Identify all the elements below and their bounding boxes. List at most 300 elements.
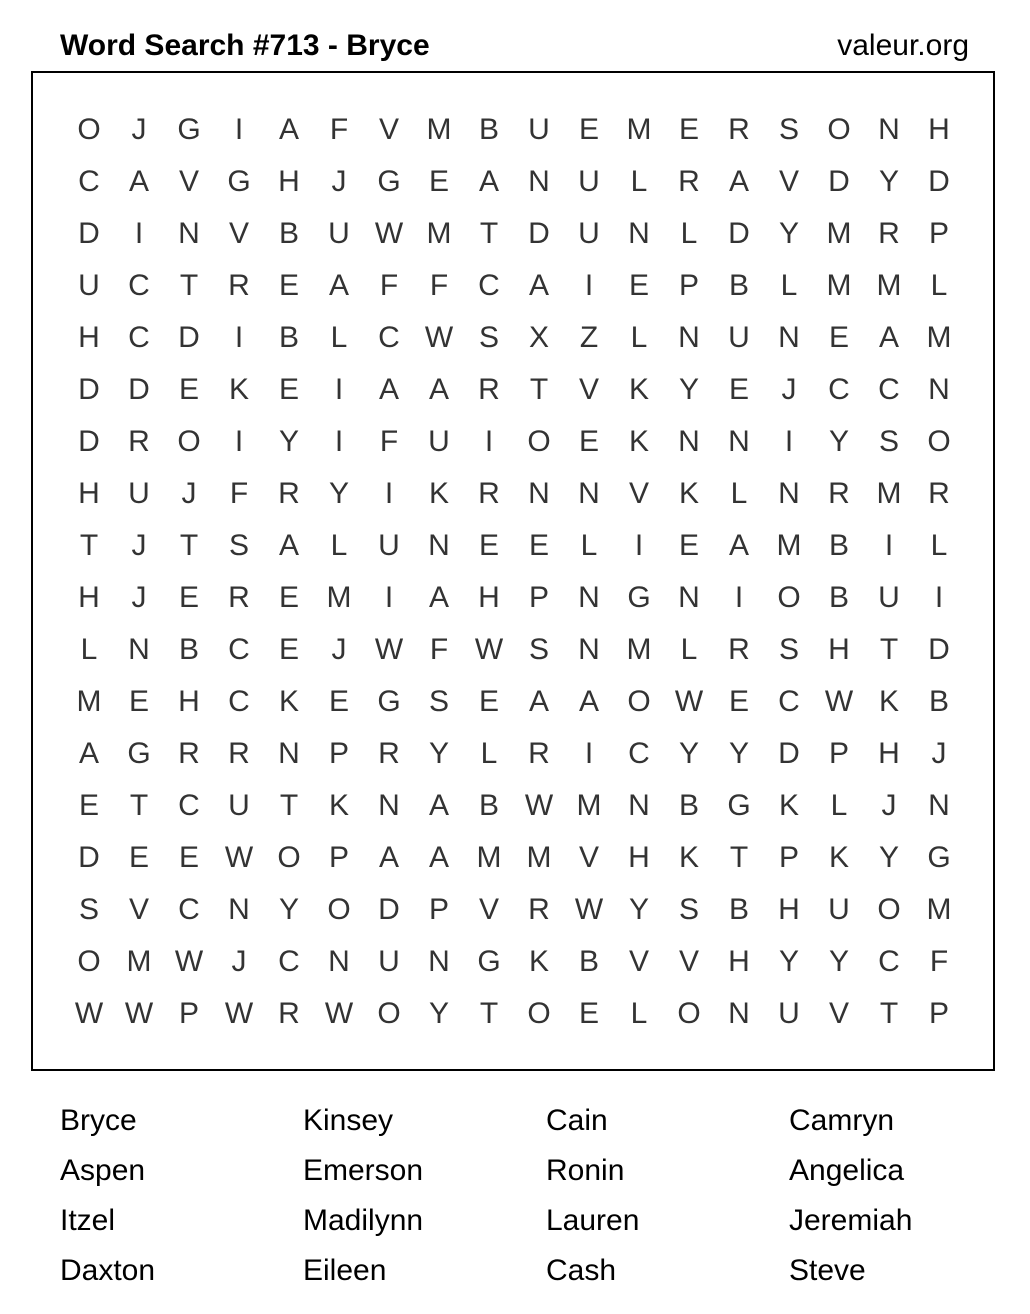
grid-letter: P: [928, 997, 949, 1030]
grid-letter: O: [677, 997, 701, 1030]
grid-letter: E: [278, 633, 299, 666]
grid-letter: K: [878, 685, 899, 718]
grid-letter: U: [428, 425, 450, 458]
grid-letter: G: [477, 945, 501, 978]
grid-letter: H: [728, 945, 750, 978]
grid-letter: E: [728, 373, 749, 406]
grid-letter: W: [824, 685, 854, 718]
grid-letter: O: [777, 581, 801, 614]
grid-letter: K: [678, 477, 699, 510]
grid-letter: N: [278, 737, 300, 770]
word-list-item: Emerson: [303, 1154, 424, 1187]
word-list-item: Lauren: [546, 1204, 640, 1237]
grid-letter: B: [278, 321, 299, 354]
grid-letter: A: [378, 841, 399, 874]
grid-row: [64, 260, 964, 312]
grid-letter: U: [378, 529, 400, 562]
grid-letter: Y: [878, 165, 899, 198]
grid-letter: B: [678, 789, 699, 822]
grid-letter: W: [674, 685, 704, 718]
grid-letter: F: [379, 425, 399, 458]
grid-letter: P: [428, 893, 449, 926]
grid-letter: A: [428, 789, 449, 822]
grid-letter: N: [528, 477, 550, 510]
grid-letter: S: [778, 633, 799, 666]
grid-letter: E: [678, 529, 699, 562]
grid-letter: V: [378, 113, 399, 146]
grid-letter: M: [876, 269, 902, 302]
grid-letter: V: [178, 165, 199, 198]
grid-letter: H: [278, 165, 300, 198]
grid-letter: V: [578, 373, 599, 406]
grid-letter: M: [476, 841, 502, 874]
grid-letter: D: [828, 165, 850, 198]
grid-letter: N: [678, 425, 700, 458]
grid-letter: B: [928, 685, 949, 718]
grid-letter: C: [178, 893, 200, 926]
grid-letter: I: [934, 581, 944, 614]
grid-letter: L: [80, 633, 98, 666]
grid-letter: I: [784, 425, 794, 458]
word-list-item: Jeremiah: [789, 1204, 913, 1237]
grid-letter: I: [234, 425, 244, 458]
grid-letter: D: [78, 841, 100, 874]
grid-letter: G: [727, 789, 751, 822]
grid-letter: Y: [428, 997, 449, 1030]
grid-letter: O: [77, 945, 101, 978]
grid-letter: T: [529, 373, 549, 406]
grid-letter: M: [626, 113, 652, 146]
word-list-item: Madilynn: [303, 1204, 424, 1237]
grid-letter: C: [228, 633, 250, 666]
grid-letter: Y: [678, 737, 699, 770]
grid-letter: D: [928, 165, 950, 198]
grid-letter: M: [76, 685, 102, 718]
grid-letter: L: [330, 321, 348, 354]
grid-letter: C: [78, 165, 100, 198]
grid-letter: R: [278, 477, 300, 510]
grid-letter: O: [527, 425, 551, 458]
grid-letter: S: [678, 893, 699, 926]
grid-letter: L: [630, 321, 648, 354]
word-list-item: Cash: [546, 1254, 617, 1287]
grid-letter: V: [628, 477, 649, 510]
word-list-item: Bryce: [60, 1104, 137, 1137]
grid-row: [64, 364, 964, 416]
grid-letter: R: [228, 269, 250, 302]
grid-letter: T: [879, 997, 899, 1030]
grid-row: [64, 676, 964, 728]
grid-letter: A: [278, 113, 299, 146]
grid-row: [64, 208, 964, 260]
grid-letter: A: [878, 321, 899, 354]
grid-letter: U: [728, 321, 750, 354]
grid-letter: A: [278, 529, 299, 562]
site-name: valeur.org: [837, 29, 969, 62]
grid-letter: E: [478, 529, 499, 562]
grid-letter: E: [428, 165, 449, 198]
grid-letter: T: [879, 633, 899, 666]
grid-letter: A: [728, 529, 749, 562]
grid-letter: Y: [828, 425, 849, 458]
grid-letter: F: [429, 633, 449, 666]
grid-letter: P: [928, 217, 949, 250]
grid-letter: O: [627, 685, 651, 718]
grid-letter: E: [128, 841, 149, 874]
grid-letter: F: [329, 113, 349, 146]
grid-letter: R: [278, 997, 300, 1030]
grid-letter: K: [528, 945, 549, 978]
grid-row: [64, 624, 964, 676]
puzzle-title: Word Search #713 - Bryce: [60, 29, 430, 62]
grid-letter: G: [127, 737, 151, 770]
grid-letter: J: [131, 529, 147, 562]
grid-letter: J: [181, 477, 197, 510]
word-list-item: Aspen: [60, 1154, 146, 1187]
grid-letter: G: [227, 165, 251, 198]
grid-letter: W: [374, 217, 404, 250]
grid-letter: H: [778, 893, 800, 926]
grid-letter: M: [326, 581, 352, 614]
grid-letter: N: [578, 581, 600, 614]
grid-letter: Y: [328, 477, 349, 510]
grid-letter: C: [128, 269, 150, 302]
grid-letter: N: [178, 217, 200, 250]
grid-letter: B: [828, 581, 849, 614]
grid-letter: M: [526, 841, 552, 874]
grid-letter: K: [428, 477, 449, 510]
grid-letter: E: [328, 685, 349, 718]
grid-letter: C: [878, 373, 900, 406]
grid-letter: E: [728, 685, 749, 718]
grid-letter: S: [878, 425, 899, 458]
grid-letter: X: [528, 321, 549, 354]
grid-letter: V: [778, 165, 799, 198]
grid-letter: V: [628, 945, 649, 978]
grid-letter: D: [78, 373, 100, 406]
grid-letter: I: [234, 113, 244, 146]
grid-letter: W: [374, 633, 404, 666]
grid-letter: Y: [278, 893, 299, 926]
grid-letter: K: [628, 373, 649, 406]
grid-letter: W: [324, 997, 354, 1030]
grid-letter: S: [528, 633, 549, 666]
grid-letter: A: [528, 685, 549, 718]
grid-letter: V: [228, 217, 249, 250]
grid-letter: R: [178, 737, 200, 770]
grid-letter: M: [126, 945, 152, 978]
grid-letter: W: [524, 789, 554, 822]
grid-letter: L: [830, 789, 848, 822]
word-list-item: Angelica: [789, 1154, 905, 1187]
grid-letter: I: [884, 529, 894, 562]
grid-letter: C: [128, 321, 150, 354]
grid-letter: C: [178, 789, 200, 822]
grid-letter: E: [578, 113, 599, 146]
grid-letter: U: [828, 893, 850, 926]
grid-letter: G: [177, 113, 201, 146]
grid-letter: L: [630, 997, 648, 1030]
grid-letter: C: [478, 269, 500, 302]
grid-letter: I: [384, 581, 394, 614]
grid-letter: P: [528, 581, 549, 614]
grid-row: [64, 936, 964, 988]
grid-letter: Y: [778, 217, 799, 250]
grid-letter: Y: [728, 737, 749, 770]
grid-row: [64, 780, 964, 832]
grid-letter: F: [429, 269, 449, 302]
grid-letter: U: [528, 113, 550, 146]
grid-letter: N: [728, 997, 750, 1030]
grid-letter: T: [729, 841, 749, 874]
grid-letter: U: [578, 217, 600, 250]
grid-letter: O: [527, 997, 551, 1030]
grid-letter: A: [578, 685, 599, 718]
grid-letter: C: [228, 685, 250, 718]
grid-row: [64, 520, 964, 572]
grid-letter: Y: [278, 425, 299, 458]
grid-letter: N: [928, 789, 950, 822]
grid-letter: D: [778, 737, 800, 770]
grid-letter: C: [378, 321, 400, 354]
grid-letter: A: [78, 737, 99, 770]
letter-grid: [64, 104, 964, 1040]
grid-letter: N: [778, 321, 800, 354]
grid-letter: S: [428, 685, 449, 718]
grid-letter: R: [728, 633, 750, 666]
grid-letter: P: [828, 737, 849, 770]
grid-letter: R: [828, 477, 850, 510]
grid-letter: D: [928, 633, 950, 666]
grid-letter: P: [178, 997, 199, 1030]
grid-letter: H: [828, 633, 850, 666]
grid-letter: J: [331, 165, 347, 198]
grid-letter: O: [827, 113, 851, 146]
grid-letter: R: [528, 893, 550, 926]
grid-letter: H: [78, 477, 100, 510]
grid-letter: L: [780, 269, 798, 302]
grid-letter: A: [428, 373, 449, 406]
grid-letter: N: [578, 633, 600, 666]
grid-letter: R: [678, 165, 700, 198]
grid-letter: F: [379, 269, 399, 302]
grid-letter: O: [927, 425, 951, 458]
grid-letter: B: [278, 217, 299, 250]
word-list-item: Eileen: [303, 1254, 387, 1287]
grid-letter: V: [128, 893, 149, 926]
grid-letter: L: [930, 529, 948, 562]
grid-row: [64, 728, 964, 780]
grid-letter: N: [728, 425, 750, 458]
grid-letter: B: [828, 529, 849, 562]
grid-letter: W: [574, 893, 604, 926]
grid-letter: T: [279, 789, 299, 822]
grid-letter: U: [228, 789, 250, 822]
grid-letter: G: [377, 165, 401, 198]
grid-letter: E: [828, 321, 849, 354]
grid-letter: A: [378, 373, 399, 406]
grid-letter: I: [334, 373, 344, 406]
grid-letter: D: [78, 425, 100, 458]
grid-letter: M: [826, 269, 852, 302]
grid-letter: K: [778, 789, 799, 822]
grid-letter: W: [174, 945, 204, 978]
grid-letter: N: [128, 633, 150, 666]
grid-letter: O: [377, 997, 401, 1030]
grid-letter: E: [178, 373, 199, 406]
grid-letter: O: [877, 893, 901, 926]
grid-letter: N: [578, 477, 600, 510]
grid-row: [64, 884, 964, 936]
grid-letter: R: [478, 477, 500, 510]
grid-letter: W: [424, 321, 454, 354]
grid-letter: J: [881, 789, 897, 822]
grid-letter: C: [628, 737, 650, 770]
grid-letter: P: [678, 269, 699, 302]
grid-letter: R: [928, 477, 950, 510]
grid-letter: A: [428, 581, 449, 614]
grid-letter: H: [78, 581, 100, 614]
grid-letter: O: [277, 841, 301, 874]
grid-letter: N: [228, 893, 250, 926]
grid-letter: P: [778, 841, 799, 874]
grid-letter: R: [228, 737, 250, 770]
grid-letter: K: [228, 373, 249, 406]
grid-letter: I: [634, 529, 644, 562]
grid-letter: A: [728, 165, 749, 198]
word-list-item: Camryn: [789, 1104, 895, 1137]
grid-letter: L: [330, 529, 348, 562]
grid-letter: A: [128, 165, 149, 198]
grid-letter: D: [378, 893, 400, 926]
grid-letter: W: [124, 997, 154, 1030]
grid-letter: I: [134, 217, 144, 250]
grid-letter: V: [578, 841, 599, 874]
grid-letter: K: [678, 841, 699, 874]
grid-letter: S: [478, 321, 499, 354]
grid-letter: E: [278, 581, 299, 614]
grid-letter: J: [131, 113, 147, 146]
grid-letter: K: [328, 789, 349, 822]
grid-letter: O: [327, 893, 351, 926]
grid-letter: E: [78, 789, 99, 822]
grid-letter: B: [478, 113, 499, 146]
grid-letter: H: [178, 685, 200, 718]
grid-letter: M: [426, 113, 452, 146]
grid-letter: T: [479, 997, 499, 1030]
grid-letter: E: [278, 373, 299, 406]
grid-letter: U: [78, 269, 100, 302]
grid-letter: U: [878, 581, 900, 614]
grid-letter: N: [628, 217, 650, 250]
grid-letter: T: [79, 529, 99, 562]
grid-row: [64, 312, 964, 364]
word-list-item: Ronin: [546, 1154, 625, 1187]
grid-letter: A: [328, 269, 349, 302]
grid-letter: H: [878, 737, 900, 770]
grid-letter: O: [77, 113, 101, 146]
grid-row: [64, 988, 964, 1040]
grid-row: [64, 416, 964, 468]
grid-letter: D: [728, 217, 750, 250]
grid-letter: N: [678, 581, 700, 614]
word-list-item: Itzel: [60, 1204, 116, 1237]
grid-letter: K: [828, 841, 849, 874]
grid-letter: H: [928, 113, 950, 146]
grid-letter: F: [229, 477, 249, 510]
grid-letter: T: [129, 789, 149, 822]
grid-letter: R: [478, 373, 500, 406]
grid-letter: R: [528, 737, 550, 770]
grid-row: [64, 468, 964, 520]
grid-letter: J: [131, 581, 147, 614]
grid-letter: I: [334, 425, 344, 458]
grid-letter: J: [931, 737, 947, 770]
grid-letter: D: [178, 321, 200, 354]
grid-row: [64, 832, 964, 884]
grid-letter: S: [778, 113, 799, 146]
grid-letter: L: [730, 477, 748, 510]
grid-letter: N: [628, 789, 650, 822]
grid-letter: W: [74, 997, 104, 1030]
grid-letter: L: [580, 529, 598, 562]
grid-letter: I: [584, 737, 594, 770]
grid-letter: S: [228, 529, 249, 562]
grid-letter: I: [384, 477, 394, 510]
grid-letter: I: [234, 321, 244, 354]
grid-letter: E: [178, 841, 199, 874]
grid-letter: N: [778, 477, 800, 510]
grid-letter: W: [474, 633, 504, 666]
grid-letter: E: [578, 997, 599, 1030]
grid-letter: U: [378, 945, 400, 978]
grid-letter: I: [484, 425, 494, 458]
grid-letter: M: [576, 789, 602, 822]
grid-letter: Y: [628, 893, 649, 926]
grid-letter: U: [778, 997, 800, 1030]
grid-letter: E: [178, 581, 199, 614]
grid-letter: M: [826, 217, 852, 250]
grid-letter: V: [678, 945, 699, 978]
grid-letter: J: [331, 633, 347, 666]
grid-letter: M: [926, 893, 952, 926]
grid-letter: D: [78, 217, 100, 250]
grid-letter: E: [478, 685, 499, 718]
grid-letter: C: [828, 373, 850, 406]
grid-letter: K: [278, 685, 299, 718]
grid-letter: D: [128, 373, 150, 406]
grid-letter: G: [377, 685, 401, 718]
word-list: [60, 1096, 1030, 1296]
grid-letter: W: [224, 841, 254, 874]
grid-letter: T: [179, 529, 199, 562]
grid-letter: M: [926, 321, 952, 354]
grid-letter: Y: [428, 737, 449, 770]
grid-letter: W: [224, 997, 254, 1030]
grid-letter: B: [728, 269, 749, 302]
grid-letter: N: [428, 945, 450, 978]
grid-letter: R: [128, 425, 150, 458]
grid-letter: N: [928, 373, 950, 406]
grid-letter: L: [680, 633, 698, 666]
grid-letter: V: [828, 997, 849, 1030]
grid-letter: D: [528, 217, 550, 250]
grid-row: [64, 572, 964, 624]
grid-letter: H: [628, 841, 650, 874]
grid-letter: Z: [579, 321, 599, 354]
grid-letter: B: [728, 893, 749, 926]
grid-letter: M: [776, 529, 802, 562]
